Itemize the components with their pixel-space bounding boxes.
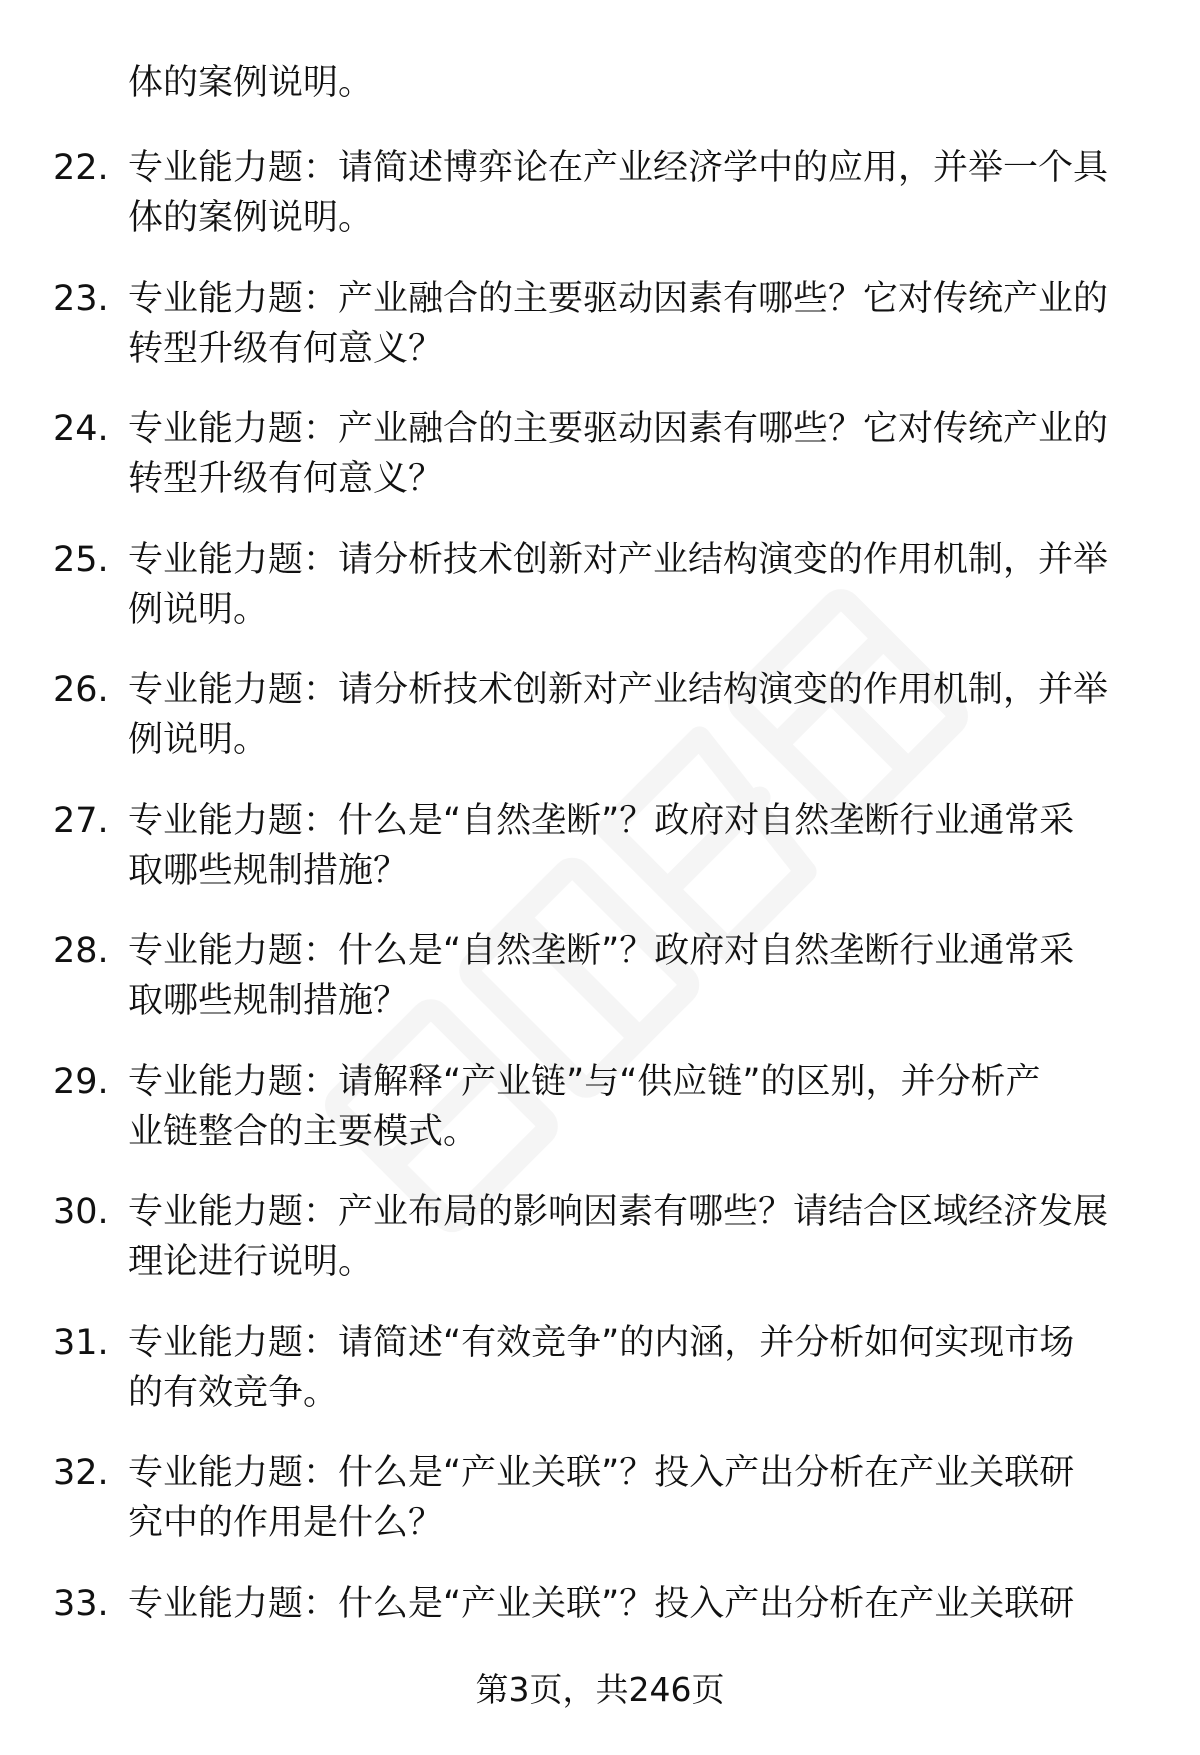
question-text-line: 专业能力题：请分析技术创新对产业结构演变的作用机制，并举: [128, 539, 1109, 580]
question-text-line: 专业能力题：什么是“自然垄断”？政府对自然垄断行业通常采: [128, 800, 1075, 841]
question-text-line: 究中的作用是什么？: [128, 1503, 444, 1543]
question-text: [128, 404, 1138, 504]
question-item: [0, 1448, 1200, 1579]
question-text-line: 专业能力题：请解释“产业链”与“供应链”的区别，并分析产: [128, 1061, 1041, 1102]
question-item: [0, 1057, 1200, 1188]
question-text-line: 专业能力题：请简述博弈论在产业经济学中的应用，并举一个具: [128, 148, 1109, 188]
question-number: 27.: [53, 800, 109, 841]
question-text: [128, 274, 1138, 374]
question-number: 26.: [53, 670, 109, 710]
question-item: [0, 274, 1200, 405]
question-item: [0, 665, 1200, 796]
continued-question-text: 体的案例说明。: [128, 63, 374, 103]
question-text-line: 专业能力题：产业融合的主要驱动因素有哪些？它对传统产业的: [128, 278, 1109, 319]
question-text-line: 取哪些规制措施？: [128, 850, 409, 891]
question-text-line: 专业能力题：请简述“有效竞争”的内涵，并分析如何实现市场: [128, 1322, 1075, 1363]
question-text-line: 体的案例说明。: [128, 198, 374, 238]
question-number: 22.: [53, 148, 109, 188]
question-number: 25.: [53, 539, 109, 580]
question-text: [128, 665, 1138, 765]
question-text-line: 例说明。: [128, 720, 269, 760]
question-number: 24.: [53, 409, 109, 449]
question-text: [128, 926, 1138, 1026]
question-item: [0, 143, 1200, 274]
question-text-line: 取哪些规制措施？: [128, 981, 409, 1021]
question-text-line: 例说明。: [128, 589, 269, 630]
question-text-line: 专业能力题：请分析技术创新对产业结构演变的作用机制，并举: [128, 670, 1109, 710]
question-text: [128, 1187, 1138, 1287]
question-number: 30.: [53, 1192, 109, 1232]
question-text-line: 的有效竞争。: [128, 1372, 339, 1413]
question-list: [0, 143, 1200, 1709]
question-item: [0, 926, 1200, 1057]
question-text: [128, 1579, 1138, 1629]
question-item: [0, 535, 1200, 666]
question-text: [128, 143, 1138, 243]
question-text-line: 转型升级有何意义？: [128, 328, 444, 369]
question-text-line: 转型升级有何意义？: [128, 459, 444, 499]
question-text: [128, 1448, 1138, 1548]
question-text-line: 专业能力题：什么是“产业关联”？投入产出分析在产业关联研: [128, 1583, 1075, 1624]
question-text-line: 理论进行说明。: [128, 1242, 374, 1282]
question-number: 28.: [53, 931, 109, 971]
question-item: [0, 796, 1200, 927]
question-number: 32.: [53, 1453, 109, 1493]
question-text-line: 专业能力题：产业布局的影响因素有哪些？请结合区域经济发展: [128, 1192, 1109, 1232]
question-number: 31.: [53, 1322, 109, 1363]
question-item: [0, 1187, 1200, 1318]
question-number: 33.: [53, 1583, 109, 1624]
question-text: [128, 535, 1138, 635]
question-text-line: 专业能力题：什么是“产业关联”？投入产出分析在产业关联研: [128, 1453, 1075, 1493]
question-text-line: 专业能力题：产业融合的主要驱动因素有哪些？它对传统产业的: [128, 409, 1109, 449]
question-number: 23.: [53, 278, 109, 319]
question-text: [128, 1318, 1138, 1418]
question-number: 29.: [53, 1061, 109, 1102]
question-text-line: 业链整合的主要模式。: [128, 1111, 479, 1152]
question-text: [128, 796, 1138, 896]
question-item: [0, 1318, 1200, 1449]
question-item: [0, 404, 1200, 535]
question-text-line: 专业能力题：什么是“自然垄断”？政府对自然垄断行业通常采: [128, 931, 1075, 971]
question-text: [128, 1057, 1138, 1157]
page-number-footer: 第3页，共246页: [475, 1670, 725, 1709]
